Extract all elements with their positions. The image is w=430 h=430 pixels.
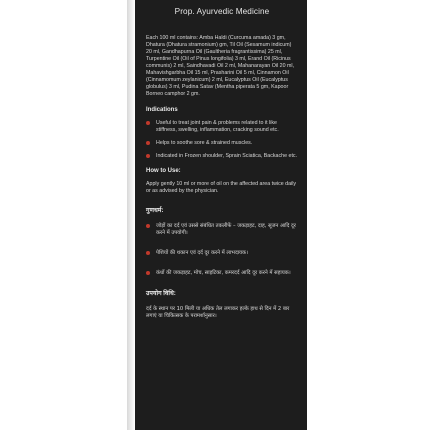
- indications-list: [146, 120, 298, 160]
- indications-heading: Indications: [146, 107, 178, 113]
- list-item: [146, 140, 298, 147]
- how-to-use-text: Apply gently 10 ml or more of oil on the affected area twice daily or as advised by the physician.: [146, 181, 297, 194]
- list-item: [146, 153, 298, 160]
- hindi-properties-list: [146, 223, 298, 277]
- ingredients-text: Each 100 ml contains: Amba Haldi (Curcuma amada) 3 gm, Dhatura (Dhatura stramonium) gm, Til Oil (Sesamum indicum) 20 ml, Gandhapurna Oil (Gaultheria fragrantissima) 25 ml, Turpentine Oil (Oil of Pinus longifolia) 3 ml, Erand Oil (Ricinus communis) 2 ml, Saindhavadi Oil 2 ml, Mahanarayan Oil 20 ml, Mahavishgarbha Oil 15 ml, Prasharini Oil 5 ml, Cinnamon Oil (Cinnamomum zeylanicum) 2 ml, Eucalyptus Oil (Eucalyptus globulus) 3 ml, Pudina Satav (Mentha piperata 5 gm, Kapoor Borneo camphor 2 gm.: [146, 35, 295, 97]
- hindi-properties-heading: गुणधर्म:: [146, 207, 164, 214]
- indication-text: Useful to treat joint pain & problems related to it like stiffness, swelling, inflammation, cracking sound etc.: [156, 120, 279, 133]
- list-item: [146, 223, 298, 237]
- indication-text: Helps to soothe sore & strained muscles.: [156, 140, 253, 146]
- hindi-usage-text: दर्द के स्थान पर 10 मिली या अधिक तेल लगाकर हल्के हाथ से दिन में 2 बार लगाएं या चिकित्सक के परामर्शानुसार।: [146, 306, 290, 319]
- list-item: [146, 270, 298, 277]
- hindi-usage-heading: उपयोग विधि:: [146, 290, 176, 297]
- box-side-shadow: [127, 0, 135, 430]
- product-title: Prop. Ayurvedic Medicine: [174, 7, 270, 16]
- list-item: [146, 250, 298, 257]
- hindi-property-text: पेशियों की थकान एवं दर्द दूर करने में लाभदायक।: [156, 250, 249, 256]
- indication-text: Indicated in Frozen shoulder, Sprain Sciatica, Backache etc.: [156, 153, 298, 159]
- bullet-icon: [146, 121, 150, 125]
- bullet-icon: [146, 251, 150, 255]
- product-box-back: [135, 0, 307, 430]
- list-item: [146, 120, 298, 134]
- bullet-icon: [146, 224, 150, 228]
- hindi-property-text: कंधों की जकड़ाहट, मोच, साइटिका, कमरदर्द आदि दूर करने में सहायक।: [156, 270, 291, 276]
- hindi-property-text: जोड़ों का दर्द एवं उससे संबंधित तकलीफें – जकड़ाहट, दाह, सूजन आदि दूर करने में उपयोगी।: [156, 223, 296, 236]
- bullet-icon: [146, 271, 150, 275]
- how-to-use-heading: How to Use:: [146, 168, 181, 174]
- bullet-icon: [146, 154, 150, 158]
- bullet-icon: [146, 141, 150, 145]
